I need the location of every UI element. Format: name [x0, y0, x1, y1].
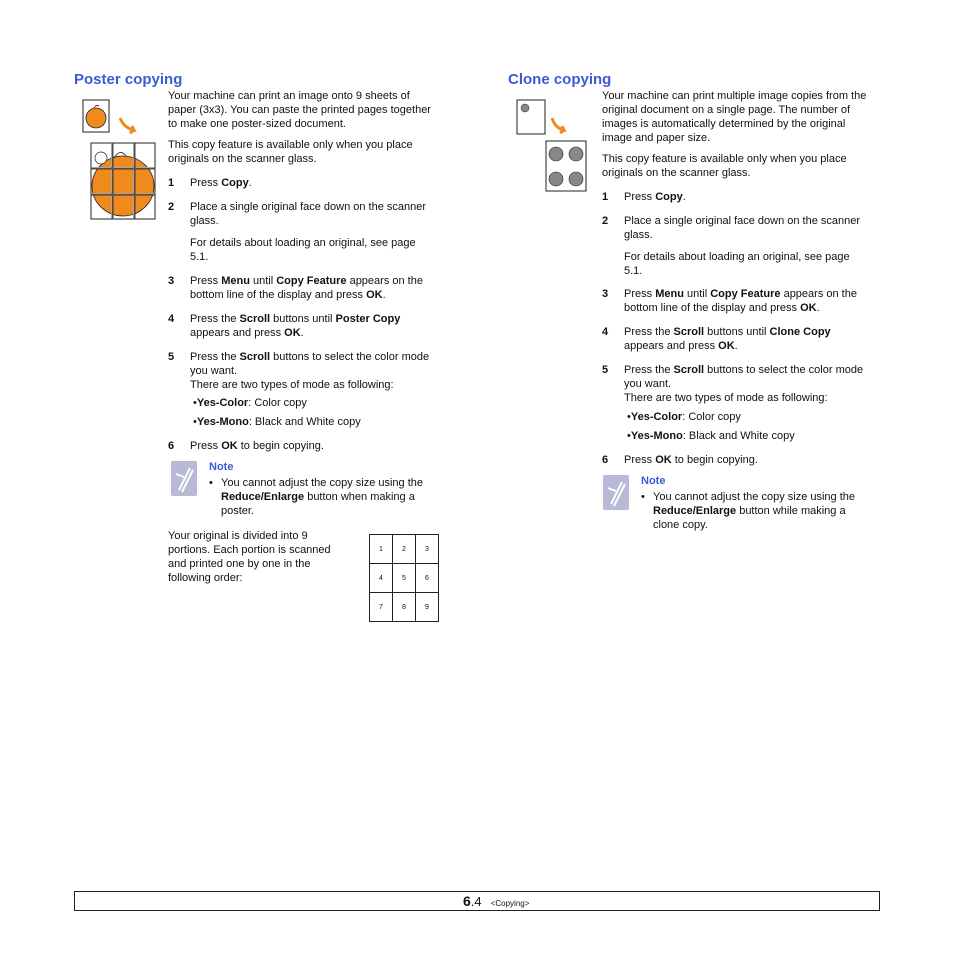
- bullet: •: [193, 416, 197, 428]
- division-line: Your original is divided into 9: [168, 530, 308, 542]
- menu-key-label: Menu: [221, 275, 250, 287]
- scroll-key-label: Scroll: [239, 313, 271, 325]
- step-text: bottom line of the display and press: [190, 289, 367, 301]
- scroll-key-label: Scroll: [673, 364, 705, 376]
- step-text: Press: [190, 440, 222, 452]
- page-number-minor: .4: [470, 894, 482, 909]
- poster-note-title: Note: [209, 461, 234, 473]
- step-text: until: [683, 288, 711, 300]
- grid-cell: 6: [416, 564, 439, 593]
- note-text: poster.: [221, 505, 255, 517]
- grid-cell: 3: [416, 535, 439, 564]
- clone-step-4: [602, 325, 892, 353]
- scroll-key-label: Scroll: [239, 351, 271, 363]
- grid-cell: 4: [370, 564, 393, 593]
- arrow-icon: [552, 118, 564, 133]
- step-text: Press the: [624, 364, 674, 376]
- step-text: Press the: [190, 313, 240, 325]
- step-text: buttons until: [704, 326, 770, 338]
- division-line: and printed one by one in the: [168, 558, 311, 570]
- ok-key-label: OK: [366, 289, 383, 301]
- original-page-icon: [517, 100, 545, 134]
- mode-description: : Black and White copy: [682, 430, 795, 442]
- division-line: portions. Each portion is scanned: [168, 544, 331, 556]
- step-text: Press: [190, 177, 222, 189]
- step-text: .: [300, 327, 304, 339]
- mode-description: : Color copy: [248, 397, 307, 409]
- step-text: buttons to select the color mode: [704, 364, 864, 376]
- poster-mode-color: [193, 396, 307, 410]
- clone-availability: [602, 152, 892, 180]
- details-text: For details about loading an original, see page: [624, 251, 850, 263]
- original-page-icon: [83, 100, 109, 132]
- poster-availability-line: This copy feature is available only when you place: [168, 139, 413, 151]
- step-number: 6: [602, 454, 609, 466]
- clone-grid-icon: [546, 141, 586, 191]
- note-icon: [602, 474, 632, 512]
- grid-cell: 7: [370, 593, 393, 622]
- page-number: [463, 893, 529, 909]
- order-grid: [369, 534, 439, 622]
- clone-intro-line: images is automatically determined by the original: [602, 118, 846, 130]
- poster-intro: [168, 89, 458, 131]
- bullet: •: [209, 477, 213, 489]
- step-number: 4: [602, 326, 609, 338]
- poster-step-6: [168, 439, 458, 453]
- step-text: Place a single original face down on the scanner: [190, 201, 427, 213]
- poster-step-2: [168, 200, 458, 228]
- step-text: Press: [624, 191, 656, 203]
- poster-copy-label: Poster Copy: [335, 313, 401, 325]
- clone-step-2: [602, 214, 892, 242]
- step-text: you want.: [624, 378, 672, 390]
- note-icon: [170, 460, 200, 498]
- step-text: Press: [624, 454, 656, 466]
- poster-step-3: [168, 274, 458, 302]
- mode-name: Yes-Color: [196, 397, 249, 409]
- arrow-icon: [120, 118, 134, 133]
- step-text: to begin copying.: [671, 454, 758, 466]
- step-text: buttons until: [270, 313, 336, 325]
- clone-mode-color: [627, 410, 741, 424]
- poster-step-4: [168, 312, 458, 340]
- clone-note-title: Note: [641, 475, 666, 487]
- ok-key-label: OK: [221, 440, 238, 452]
- clone-intro-line: image and paper size.: [602, 132, 711, 144]
- grid-cell: 8: [393, 593, 416, 622]
- note-text: clone copy.: [653, 519, 708, 531]
- step-text: There are two types of mode as following:: [190, 379, 394, 391]
- poster-step-1: [168, 176, 458, 190]
- step-text: appears and press: [190, 327, 285, 339]
- poster-copying-heading: Poster copying: [74, 71, 183, 88]
- poster-availability: [168, 138, 458, 166]
- poster-division-text: [168, 529, 358, 585]
- clone-step-5: [602, 363, 892, 405]
- ok-key-label: OK: [800, 302, 817, 314]
- mode-description: : Color copy: [682, 411, 741, 423]
- mode-description: : Black and White copy: [248, 416, 361, 428]
- step-text: glass.: [624, 229, 653, 241]
- mode-name: Yes-Color: [630, 411, 683, 423]
- copy-feature-label: Copy Feature: [710, 288, 781, 300]
- copy-key-label: Copy: [655, 191, 683, 203]
- clone-step-3: [602, 287, 892, 315]
- step-number: 1: [168, 177, 175, 189]
- poster-mode-mono: [193, 415, 361, 429]
- mode-name: Yes-Mono: [630, 430, 683, 442]
- step-number: 2: [168, 201, 175, 213]
- scroll-key-label: Scroll: [673, 326, 705, 338]
- step-number: 4: [168, 313, 175, 325]
- copy-key-label: Copy: [221, 177, 249, 189]
- step-text: .: [382, 289, 386, 301]
- step-text: .: [248, 177, 252, 189]
- poster-illustration: [80, 98, 160, 223]
- clone-step-1: [602, 190, 892, 204]
- note-text: button while making a: [736, 505, 846, 517]
- bullet: •: [641, 491, 645, 503]
- step-text: appears on the: [780, 288, 857, 300]
- clone-step-2-details: [624, 250, 894, 278]
- bullet: •: [627, 411, 631, 423]
- page-footer: [74, 891, 880, 911]
- ok-key-label: OK: [718, 340, 735, 352]
- step-number: 3: [602, 288, 609, 300]
- reduce-enlarge-label: Reduce/Enlarge: [653, 505, 737, 517]
- step-text: until: [249, 275, 277, 287]
- poster-intro-line: Your machine can print an image onto 9 sheets of: [168, 90, 410, 102]
- step-text: Press: [624, 288, 656, 300]
- step-text: you want.: [190, 365, 238, 377]
- step-text: Press the: [190, 351, 240, 363]
- step-text: to begin copying.: [237, 440, 324, 452]
- step-text: appears on the: [346, 275, 423, 287]
- page-number-major: 6: [463, 893, 471, 909]
- ok-key-label: OK: [655, 454, 672, 466]
- step-number: 3: [168, 275, 175, 287]
- step-text: Press the: [624, 326, 674, 338]
- step-number: 6: [168, 440, 175, 452]
- ok-key-label: OK: [284, 327, 301, 339]
- details-text: 5.1.: [190, 251, 209, 263]
- mode-name: Yes-Mono: [196, 416, 249, 428]
- menu-key-label: Menu: [655, 288, 684, 300]
- step-text: Press: [190, 275, 222, 287]
- clone-availability-line: originals on the scanner glass.: [602, 167, 751, 179]
- grid-cell: 9: [416, 593, 439, 622]
- grid-cell: 5: [393, 564, 416, 593]
- poster-availability-line: originals on the scanner glass.: [168, 153, 317, 165]
- clone-copying-heading: Clone copying: [508, 71, 612, 88]
- grid-cell: 1: [370, 535, 393, 564]
- clone-intro: [602, 89, 892, 145]
- step-number: 5: [602, 364, 609, 376]
- clone-availability-line: This copy feature is available only when you place: [602, 153, 847, 165]
- step-number: 1: [602, 191, 609, 203]
- details-text: For details about loading an original, see page: [190, 237, 416, 249]
- note-text: You cannot adjust the copy size using the: [221, 477, 424, 489]
- division-line: following order:: [168, 572, 243, 584]
- poster-intro-line: paper (3x3). You can paste the printed pages together: [168, 104, 431, 116]
- section-label: <Copying>: [490, 899, 530, 908]
- reduce-enlarge-label: Reduce/Enlarge: [221, 491, 305, 503]
- step-number: 5: [168, 351, 175, 363]
- step-text: There are two types of mode as following:: [624, 392, 828, 404]
- bullet: •: [627, 430, 631, 442]
- clone-copy-label: Clone Copy: [769, 326, 831, 338]
- grid-cell: 2: [393, 535, 416, 564]
- step-text: buttons to select the color mode: [270, 351, 430, 363]
- step-text: .: [734, 340, 738, 352]
- bullet: •: [193, 397, 197, 409]
- poster-step-5: [168, 350, 458, 392]
- copy-feature-label: Copy Feature: [276, 275, 347, 287]
- clone-step-6: [602, 453, 892, 467]
- step-text: glass.: [190, 215, 219, 227]
- step-text: .: [682, 191, 686, 203]
- poster-step-2-details: [190, 236, 460, 264]
- step-text: Place a single original face down on the scanner: [624, 215, 861, 227]
- clone-mode-mono: [627, 429, 795, 443]
- details-text: 5.1.: [624, 265, 643, 277]
- clone-illustration: [514, 98, 594, 198]
- step-text: appears and press: [624, 340, 719, 352]
- poster-grid-icon: [91, 143, 155, 219]
- note-text: button when making a: [304, 491, 415, 503]
- clone-intro-line: original document on a single page. The number of: [602, 104, 851, 116]
- poster-intro-line: to make one poster-sized document.: [168, 118, 346, 130]
- clone-intro-line: Your machine can print multiple image copies from the: [602, 90, 867, 102]
- step-text: .: [816, 302, 820, 314]
- step-number: 2: [602, 215, 609, 227]
- step-text: bottom line of the display and press: [624, 302, 801, 314]
- note-text: You cannot adjust the copy size using the: [653, 491, 856, 503]
